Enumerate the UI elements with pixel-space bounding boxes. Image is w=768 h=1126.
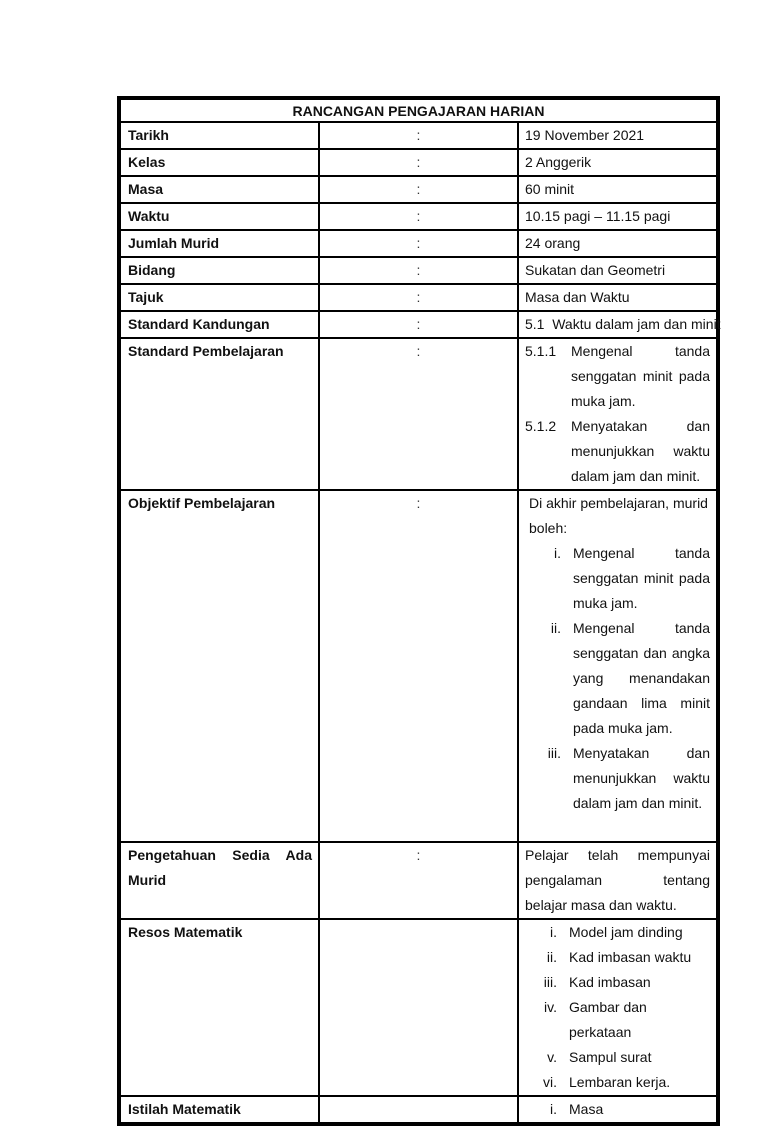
resource-item [525,995,710,1045]
standard-item-text: Menyatakan dan menunjukkan waktu dalam jam dan minit. [571,418,710,484]
value-istilah [518,1096,717,1123]
term-item-number: i. [550,1101,557,1117]
label-istilah: Istilah Matematik [120,1096,319,1123]
objective-item-number: iii. [547,745,561,761]
value-bidang: Sukatan dan Geometri [518,257,717,284]
resource-item-text: Lembaran kerja. [569,1074,671,1090]
value-standard-kandungan: 5.1 Waktu dalam jam dan minit [518,311,717,338]
resource-item-text: Kad imbasan waktu [569,949,692,965]
label-jumlah-murid: Jumlah Murid [120,230,319,257]
colon: : [319,203,518,230]
label-kelas: Kelas [120,149,319,176]
resource-item-number: vi. [543,1074,557,1090]
colon: : [319,122,518,149]
label-resos: Resos Matematik [120,919,319,1096]
objective-item [525,541,710,616]
standard-item [525,339,710,414]
resource-item [525,1045,710,1070]
resource-item-text: Kad imbasan [569,974,651,990]
standard-item-text: Mengenal tanda senggatan minit pada muka jam. [571,343,710,409]
resource-item [525,945,710,970]
label-pengetahuan-line2: Murid [128,872,167,888]
title-row [120,99,717,122]
standard-item-number: 5.1.2 [525,418,557,434]
row-masa [120,176,717,203]
label-standard-pembelajaran: Standard Pembelajaran [120,338,319,490]
term-item [525,1097,710,1122]
row-waktu [120,203,717,230]
colon: : [319,176,518,203]
label-masa: Masa [120,176,319,203]
colon: : [319,338,518,490]
row-jumlah-murid [120,230,717,257]
label-pengetahuan-line1: Pengetahuan Sedia Ada [128,847,312,863]
colon: : [319,230,518,257]
value-tarikh: 19 November 2021 [518,122,717,149]
row-bidang [120,257,717,284]
label-objektif: Objektif Pembelajaran [120,490,319,842]
resource-item-number: i. [550,924,557,940]
label-standard-kandungan: Standard Kandungan [120,311,319,338]
value-objektif [518,490,717,842]
colon: : [319,490,518,842]
colon: : [319,311,518,338]
resource-item-number: ii. [546,949,557,965]
standard-item-number: 5.1.1 [525,343,557,359]
objective-item-number: i. [554,545,561,561]
row-kelas [120,149,717,176]
value-standard-pembelajaran [518,338,717,490]
row-standard-kandungan [120,311,717,338]
colon: : [319,257,518,284]
colon: : [319,149,518,176]
row-standard-pembelajaran [120,338,717,490]
value-kelas: 2 Anggerik [518,149,717,176]
pengetahuan-line2: belajar masa dan waktu. [525,897,677,913]
row-tajuk [120,284,717,311]
objective-item-text: Menyatakan dan menunjukkan waktu dalam jam dan minit. [573,745,710,811]
colon: : [319,284,518,311]
value-jumlah-murid: 24 orang [518,230,717,257]
objective-item [525,616,710,741]
value-masa: 60 minit [518,176,717,203]
label-pengetahuan [120,842,319,919]
resource-item [525,920,710,945]
pengetahuan-line1: Pelajar telah mempunyai pengalaman tentang [525,847,710,888]
row-pengetahuan [120,842,717,919]
label-waktu: Waktu [120,203,319,230]
lesson-plan-table [117,96,720,1126]
resource-item-text: Sampul surat [569,1049,652,1065]
value-resos [518,919,717,1096]
value-tajuk: Masa dan Waktu [518,284,717,311]
resource-item-text: Model jam dinding [569,924,683,940]
objective-intro: Di akhir pembelajaran, murid boleh: [529,495,708,536]
objective-item-text: Mengenal tanda senggatan minit pada muka jam. [573,545,710,611]
row-tarikh [120,122,717,149]
row-resos [120,919,717,1096]
resource-item [525,1070,710,1095]
colon-empty [319,1096,518,1123]
resource-item-number: v. [547,1049,557,1065]
objective-item [525,741,710,816]
label-bidang: Bidang [120,257,319,284]
resource-item [525,970,710,995]
row-istilah [120,1096,717,1123]
resource-item-number: iii. [543,974,557,990]
colon: : [319,842,518,919]
colon-empty [319,919,518,1096]
row-objektif [120,490,717,842]
objective-item-number: ii. [550,620,561,636]
term-item-text: Masa [569,1101,604,1117]
resource-item-text: Gambar dan perkataan [569,999,647,1040]
standard-item [525,414,710,489]
value-pengetahuan [518,842,717,919]
objective-item-text: Mengenal tanda senggatan dan angka yang menandakan gandaan lima minit pada muka jam. [573,620,710,736]
document-title: RANCANGAN PENGAJARAN HARIAN [120,99,717,122]
value-waktu: 10.15 pagi – 11.15 pagi [518,203,717,230]
label-tarikh: Tarikh [120,122,319,149]
resource-item-number: iv. [544,999,557,1015]
label-tajuk: Tajuk [120,284,319,311]
